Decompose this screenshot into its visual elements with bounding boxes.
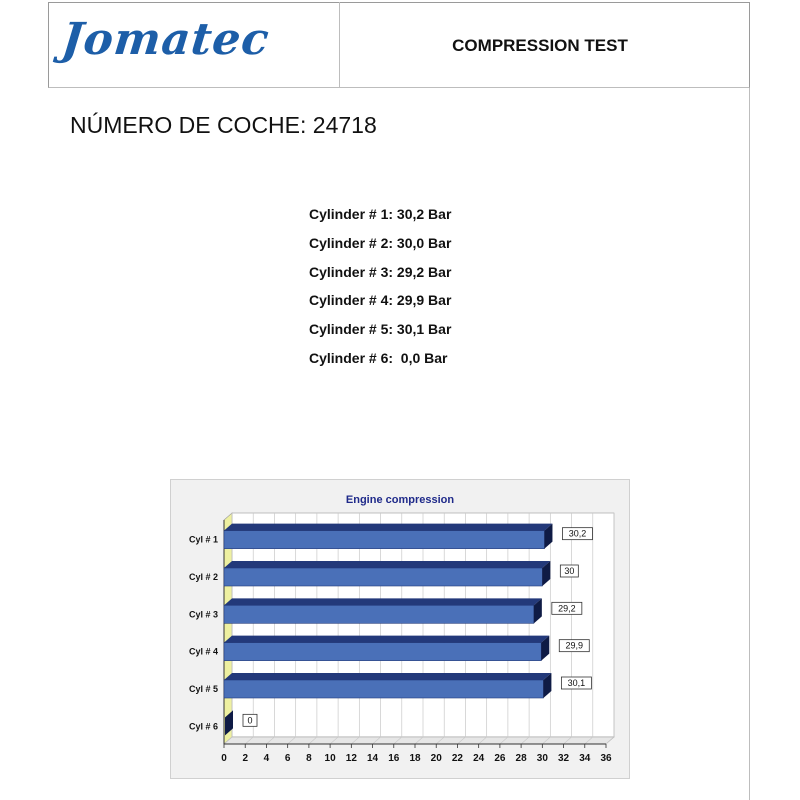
chart-x-tick-label-12: 24 xyxy=(473,753,485,764)
reading-cylinder-5: Cylinder # 5: 30,1 Bar xyxy=(309,321,452,338)
chart-category-label-1: Cyl # 1 xyxy=(188,534,218,545)
chart-x-tick-label-11: 22 xyxy=(451,753,464,764)
reading-cylinder-3: Cylinder # 3: 29,2 Bar xyxy=(309,263,452,280)
chart-data-label-3: 29,2 xyxy=(558,603,576,614)
chart-x-tick-label-9: 18 xyxy=(409,753,421,764)
reading-cylinder-4: Cylinder # 4: 29,9 Bar xyxy=(309,292,452,309)
chart-bar-top-2 xyxy=(224,561,550,568)
chart-bar-1 xyxy=(224,531,544,549)
chart-x-tick-label-0: 0 xyxy=(221,753,227,764)
chart-title: Engine compression xyxy=(345,494,455,506)
chart-x-tick-label-13: 26 xyxy=(494,753,506,764)
chart-x-tick-label-6: 12 xyxy=(345,753,357,764)
chart-bar-2 xyxy=(224,568,542,586)
chart-x-tick-label-5: 10 xyxy=(324,753,336,764)
car-number-value: 24718 xyxy=(312,112,377,138)
chart-bar-top-3 xyxy=(224,598,542,605)
chart-data-label-2: 30 xyxy=(564,566,575,576)
chart-bar-top-5 xyxy=(224,673,551,680)
chart-data-label-4: 29,9 xyxy=(565,640,584,651)
chart-category-label-3: Cyl # 3 xyxy=(188,609,218,620)
chart-x-tick-label-7: 14 xyxy=(366,753,379,764)
chart-x-tick-label-16: 32 xyxy=(557,753,570,764)
chart-x-tick-label-18: 36 xyxy=(600,753,612,764)
chart-data-label-1: 30,2 xyxy=(568,528,587,539)
chart-x-tick-label-4: 8 xyxy=(306,753,312,764)
chart-x-tick-label-8: 16 xyxy=(388,753,400,764)
reading-cylinder-6: Cylinder # 6: 0,0 Bar xyxy=(309,349,448,366)
car-number-label: NÚMERO DE COCHE: xyxy=(70,112,307,138)
chart-category-label-2: Cyl # 2 xyxy=(188,572,218,582)
company-logo: Jomatec xyxy=(59,14,273,65)
chart-bar-top-4 xyxy=(224,636,549,643)
chart-x-tick-label-1: 2 xyxy=(242,753,249,764)
chart-x-tick-label-2: 4 xyxy=(263,753,270,764)
chart-x-tick-label-14: 28 xyxy=(515,753,527,764)
chart-bar-5 xyxy=(224,680,543,698)
chart-x-tick-label-10: 20 xyxy=(430,753,442,764)
chart-bar-4 xyxy=(224,643,541,661)
chart-category-label-6: Cyl # 6 xyxy=(188,721,218,732)
document-title: COMPRESSION TEST xyxy=(452,36,628,55)
chart-x-tick-label-17: 34 xyxy=(579,753,591,764)
reading-cylinder-1: Cylinder # 1: 30,2 Bar xyxy=(309,206,452,222)
chart-bar-top-1 xyxy=(224,524,552,531)
chart-category-label-5: Cyl # 5 xyxy=(188,684,218,694)
chart-x-tick-label-15: 30 xyxy=(536,753,548,764)
chart-data-label-6: 0 xyxy=(247,715,253,726)
chart-category-label-4: Cyl # 4 xyxy=(188,646,218,657)
chart-bar-3 xyxy=(224,605,534,623)
chart-x-tick-label-3: 6 xyxy=(284,753,291,764)
chart-data-label-5: 30,1 xyxy=(567,678,586,688)
reading-cylinder-2: Cylinder # 2: 30,0 Bar xyxy=(309,234,452,251)
